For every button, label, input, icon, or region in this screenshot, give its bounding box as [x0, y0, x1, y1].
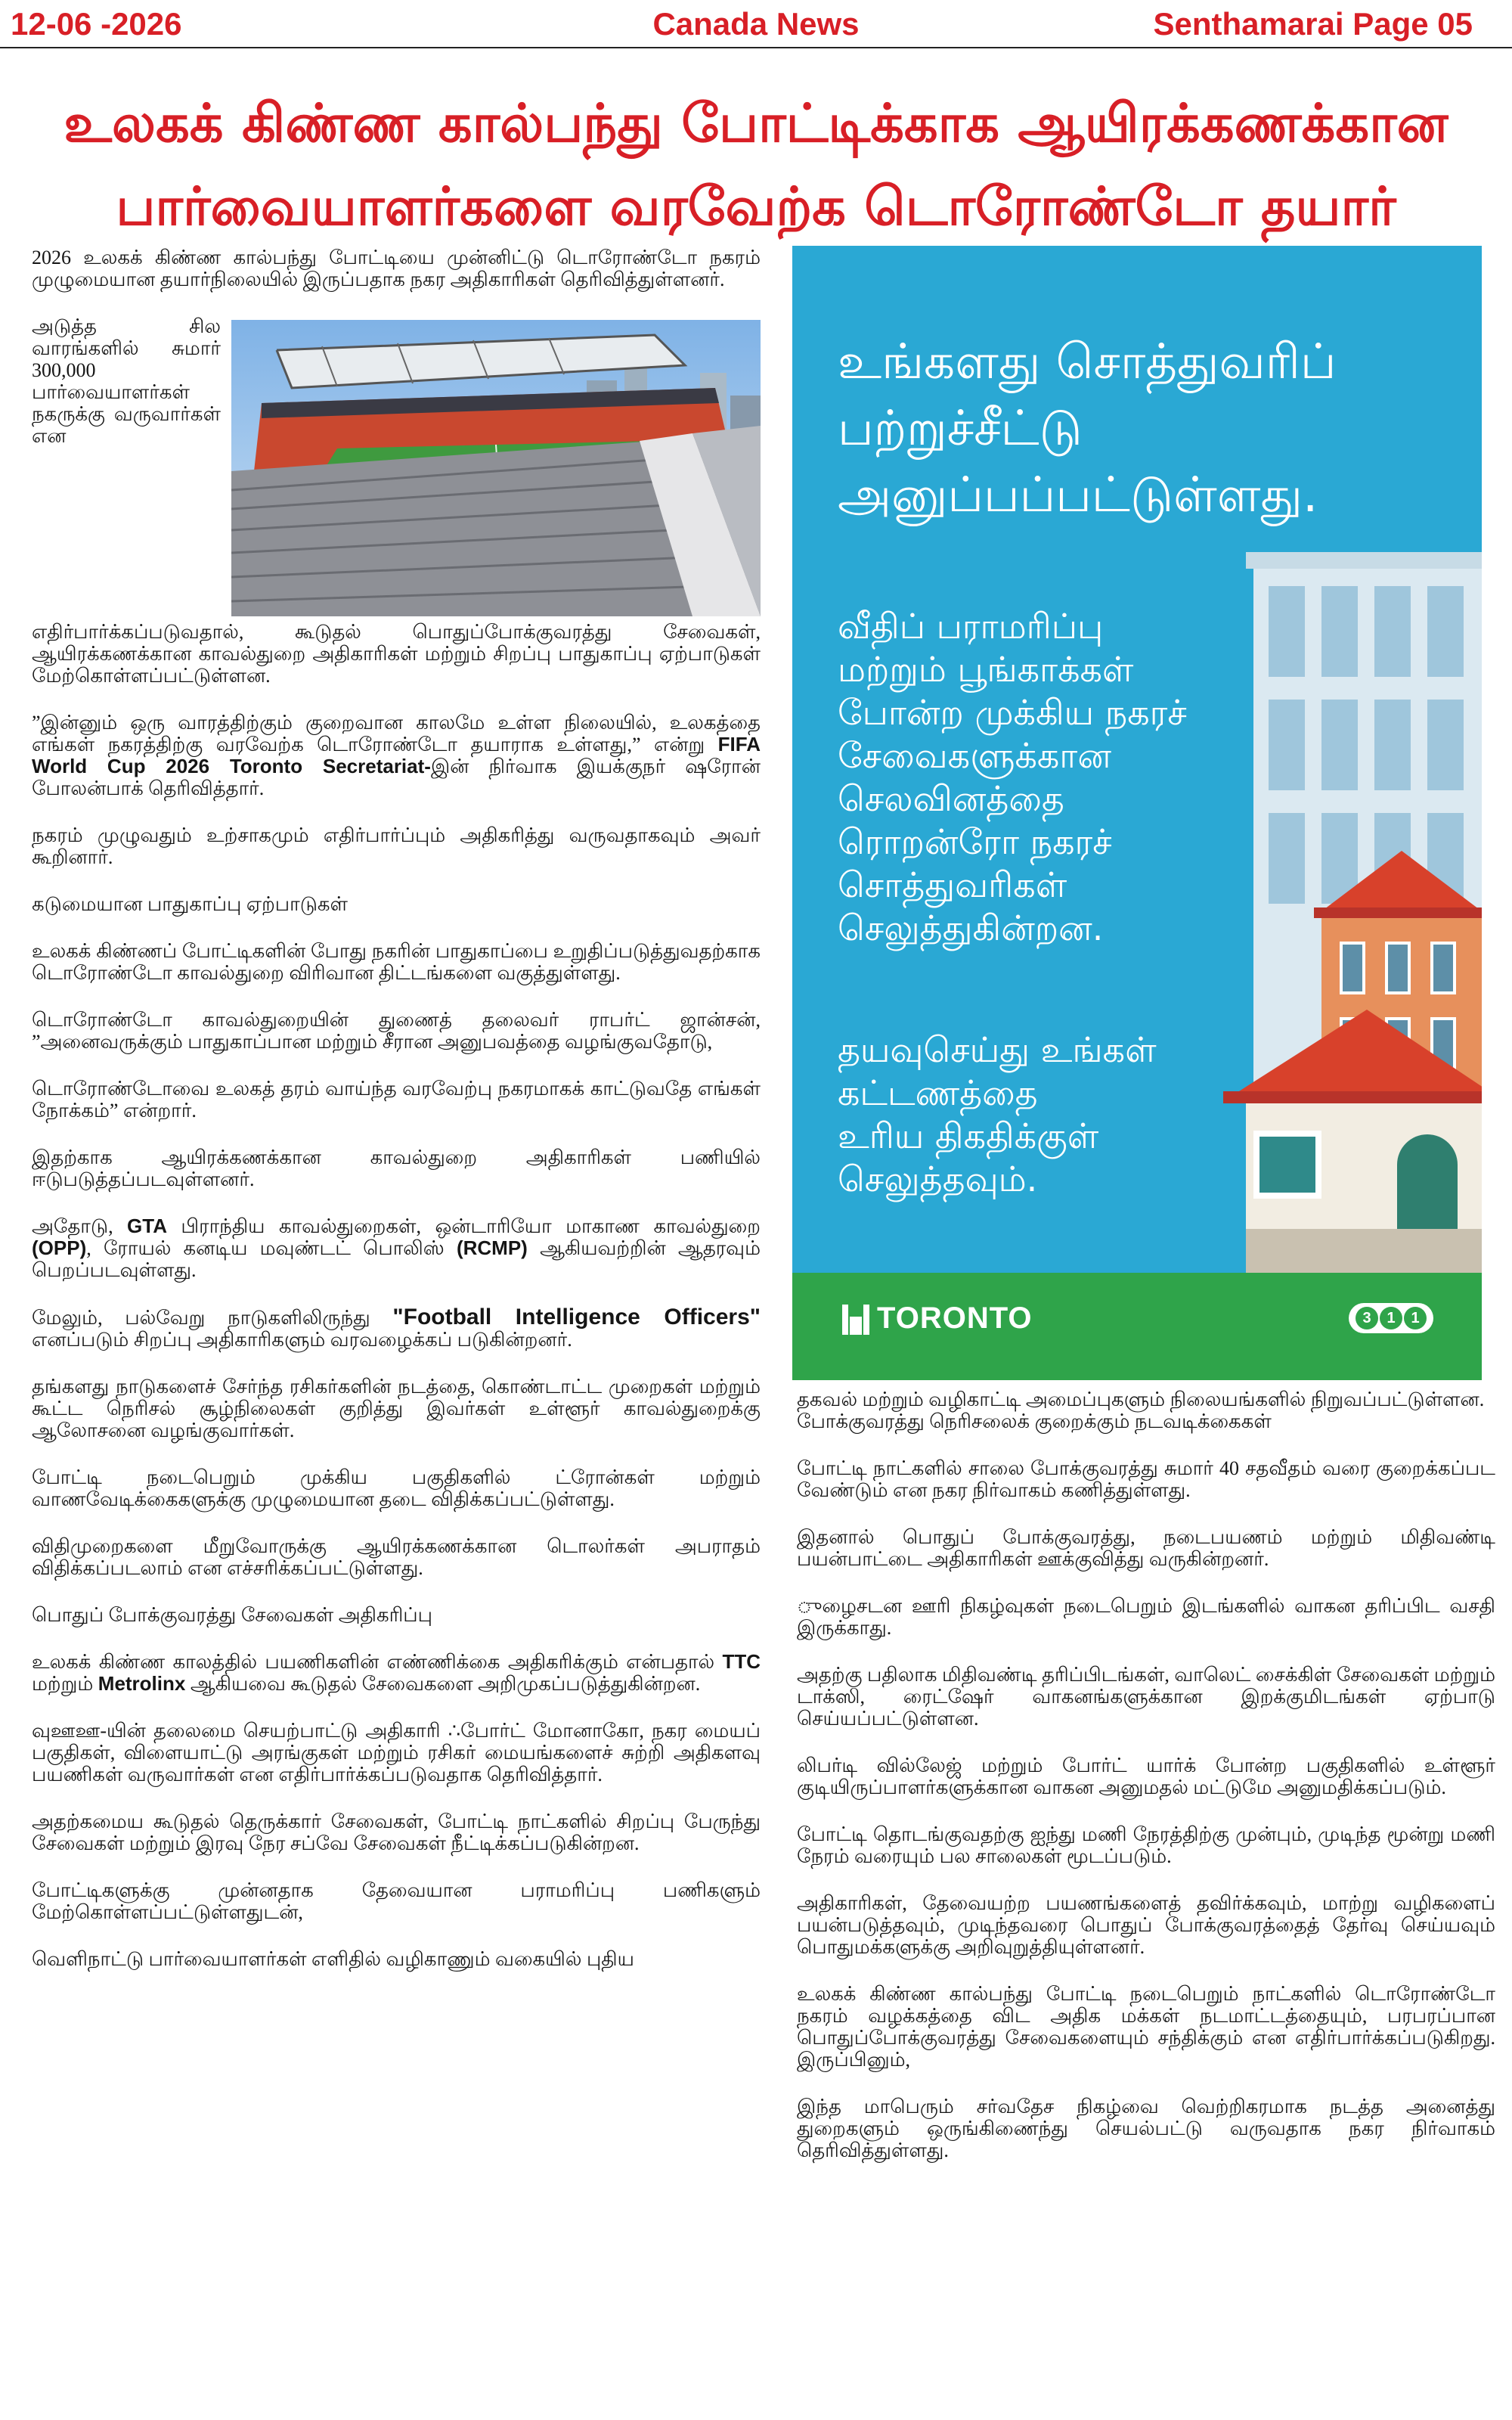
- paragraph: அதற்கமைய கூடுதல் தெருக்கார் சேவைகள், போட்டி நாட்களில் சிறப்பு பேருந்து சேவைகள் மற்றும் இரவு நேர சப்வே சேவைகள் நீட்டிக்கப்படுகின்றன.: [32, 1810, 761, 1854]
- subheading: கடுமையான பாதுகாப்பு ஏற்பாடுகள்: [32, 893, 349, 915]
- paragraph: உலகக் கிண்ணப் போட்டிகளின் போது நகரின் பாதுகாப்பை உறுதிப்படுத்துவதற்காக டொரோண்டோ காவல்துறை விரிவான திட்டங்களை வகுத்துள்ளது.: [32, 940, 761, 984]
- paragraph: இந்த மாபெரும் சர்வதேச நிகழ்வை வெற்றிகரமாக நடத்த அனைத்து துறைகளும் ஒருங்கிணைந்து செயல்பட்டு வருவதாக நகர நிர்வாகம் தெரிவித்துள்ளது.: [797, 2096, 1495, 2161]
- paragraph: அதோடு, GTA பிராந்திய காவல்துறைகள், ஒன்டாரியோ மாகாண காவல்துறை (OPP), ரோயல் கனடிய மவுண்டட் பொலிஸ் (RCMP) ஆகியவற்றின் ஆதரவும் பெறப்படவுள்ளது.: [32, 1215, 761, 1281]
- phone-311-badge: [1349, 1303, 1433, 1333]
- paragraph: டொரோண்டோவை உலகத் தரம் வாய்ந்த வரவேற்பு நகரமாகக் காட்டுவதே எங்கள் நோக்கம்” என்றார்.: [32, 1078, 761, 1122]
- advert-call-to-action: தயவுசெய்து உங்கள் கட்டணத்தை உரிய திகதிக்குள் செலுத்தவும்.: [838, 1029, 1157, 1199]
- paragraph: மேலும், பல்வேறு நாடுகளிலிருந்து "Football Intelligence Officers" எனப்படும் சிறப்பு அதிகாரிகளும் வரவழைக்கப் படுகின்றனர்.: [32, 1305, 761, 1351]
- stadium-photo: [231, 320, 761, 616]
- paragraph: போட்டி தொடங்குவதற்கு ஐந்து மணி நேரத்திற்கு முன்பும், முடிந்த மூன்று மணி நேரம் வரையும் பல சாலைகள் மூடப்படும்.: [797, 1823, 1495, 1867]
- section-name: Canada News: [652, 6, 860, 42]
- subheading: போக்குவரத்து நெரிசலைக் குறைக்கும் நடவடிக்கைகள்: [797, 1410, 1272, 1432]
- headline: [30, 82, 1482, 248]
- paragraph: அடுத்த சில வாரங்களில் சுமார் 300,000 பார்வையாளர்கள் நகருக்கு வருவார்கள் என எதிர்பார்க்கப்படுவதால், கூடுதல் பொதுப்போக்குவரத்து சேவைகள், ஆயிரக்கணக்கான காவல்துறை அதிகாரிகள் மற்றும் சிறப்பு பாதுகாப்பு ஏற்பாடுகள் மேற்கொள்ளப்பட்டுள்ளன.: [32, 315, 761, 687]
- paragraph: லிபர்டி வில்லேஜ் மற்றும் போர்ட் யார்க் போன்ற பகுதிகளில் உள்ளூர் குடியிருப்பாளர்களுக்கான வாகன அனுமதல் மட்டுமே அனுமதிக்கப்படும்.: [797, 1754, 1495, 1798]
- paragraph: தங்களது நாடுகளைச் சேர்ந்த ரசிகர்களின் நடத்தை, கொண்டாட்ட முறைகள் மற்றும் கூட்ட நெரிசல் சூழ்நிலைகள் குறித்து இவர்கள் உள்ளூர் காவல்துறைக்கு ஆலோசனை வழங்குவார்கள்.: [32, 1376, 761, 1441]
- paragraph: இதற்காக ஆயிரக்கணக்கான காவல்துறை அதிகாரிகள் பணியில் ஈடுபடுத்தப்படவுள்ளனர்.: [32, 1146, 761, 1190]
- paragraph: வெளிநாட்டு பார்வையாளர்கள் எளிதில் வழிகாணும் வகையில் புதிய: [32, 1948, 634, 1970]
- paragraph: அதிகாரிகள், தேவையற்ற பயணங்களைத் தவிர்க்கவும், மாற்று வழிகளைப் பயன்படுத்தவும், முடிந்தவரை பொதுப் போக்குவரத்தைத் தேர்வு செய்யவும் பொதுமக்களுக்கு அறிவுறுத்தியுள்ளனர்.: [797, 1892, 1495, 1958]
- city-hall-icon: [841, 1300, 871, 1336]
- paragraph: தகவல் மற்றும் வழிகாட்டி அமைப்புகளும் நிலையங்களில் நிறுவப்பட்டுள்ளன.: [797, 1388, 1485, 1410]
- paragraph: 2026 உலகக் கிண்ண கால்பந்து போட்டியை முன்னிட்டு டொரோண்டோ நகரம் முழுமையான தயார்நிலையில் இருப்பதாக நகர அதிகாரிகள் தெரிவித்துள்ளனர்.: [32, 247, 761, 290]
- paragraph: உலகக் கிண்ண கால்பந்து போட்டி நடைபெறும் நாட்களில் டொரோண்டோ நகரம் வழக்கத்தை விட அதிக மக்கள் நடமாட்டத்தையும், பரபரப்பான பொதுப்போக்குவரத்து சேவைகளையும் சந்திக்கும் என எதிர்பார்க்கப்படுகிறது. இருப்பினும்,: [797, 1983, 1495, 2071]
- issue-date: 12-06 -2026: [11, 6, 182, 42]
- paragraph: போட்டிகளுக்கு முன்னதாக தேவையான பராமரிப்பு பணிகளும் மேற்கொள்ளப்பட்டுள்ளதுடன்,: [32, 1879, 761, 1923]
- header-divider: [0, 47, 1512, 48]
- advert-title: உங்களது சொத்துவரிப் பற்றுச்சீட்டு அனுப்பப்பட்டுள்ளது.: [838, 334, 1337, 523]
- paragraph: வுஊஊ-யின் தலைமை செயற்பாட்டு அதிகாரி ∴போர்ட் மோனாகோ, நகர மையப் பகுதிகள், விளையாட்டு அரங்குகள் மற்றும் ரசிகர் மையங்களைச் சுற்றி அதிகளவு பயணிகள் வருவார்கள் என எதிர்பார்க்கப்படுவதாக தெரிவித்தார்.: [32, 1720, 761, 1786]
- paragraph: உலகக் கிண்ண காலத்தில் பயணிகளின் எண்ணிக்கை அதிகரிக்கும் என்பதால் TTC மற்றும் Metrolinx ஆகியவை கூடுதல் சேவைகளை அறிமுகப்படுத்துகின்றன.: [32, 1650, 761, 1695]
- paragraph: நகரம் முழுவதும் உற்சாகமும் எதிர்பார்ப்பும் அதிகரித்து வருவதாகவும் அவர் கூறினார்.: [32, 824, 761, 868]
- paragraph: இதனால் பொதுப் போக்குவரத்து, நடைபயணம் மற்றும் மிதிவண்டி பயன்பாட்டை அதிகாரிகள் ஊக்குவித்து வருகின்றனர்.: [797, 1526, 1495, 1570]
- paragraph: ”இன்னும் ஒரு வாரத்திற்கும் குறைவான காலமே உள்ள நிலையில், உலகத்தை எங்கள் நகரத்திற்கு வரவேற்க டொரோண்டோ தயாராக உள்ளது,” என்று FIFA World Cup 2026 Toronto Secretariat-இன் நிர்வாக இயக்குநர் ஷரோன் போலன்பாக் தெரிவித்தார்.: [32, 712, 761, 799]
- paragraph: போட்டி நடைபெறும் முக்கிய பகுதிகளில் ட்ரோன்கள் மற்றும் வாணவேடிக்கைகளுக்கு முழுமையான தடை விதிக்கப்பட்டுள்ளது.: [32, 1466, 761, 1510]
- paragraph: போட்டி நாட்களில் சாலை போக்குவரத்து சுமார் 40 சதவீதம் வரை குறைக்கப்பட வேண்டும் என நகர நிர்வாகம் கணித்துள்ளது.: [797, 1457, 1495, 1501]
- page-label: Senthamarai Page 05: [1153, 6, 1473, 42]
- page-header: [0, 0, 1512, 48]
- headline-line-2: பார்வையாளர்களை வரவேற்க டொரோண்டோ தயார்: [116, 175, 1396, 237]
- stadium-illustration: [231, 320, 761, 616]
- headline-line-1: உலகக் கிண்ண கால்பந்து போட்டிக்காக ஆயிரக்கணக்கான: [64, 92, 1448, 154]
- paragraph: விதிமுறைகளை மீறுவோருக்கு ஆயிரக்கணக்கான டொலர்கள் அபராதம் விதிக்கப்படலாம் என எச்சரிக்கப்பட்டுள்ளது.: [32, 1535, 761, 1579]
- org-name: FIFA World Cup 2026 Toronto Secretariat-: [32, 733, 761, 777]
- paragraph: ுழைசடன ஊரி நிகழ்வுகள் நடைபெறும் இடங்களில் வாகன தரிப்பிட வசதி இருக்காது.: [797, 1595, 1495, 1639]
- toronto-logo: [841, 1295, 1033, 1341]
- subheading: பொதுப் போக்குவரத்து சேவைகள் அதிகரிப்பு: [32, 1604, 433, 1626]
- article-left-column: [32, 247, 761, 1995]
- paragraph: அதற்கு பதிலாக மிதிவண்டி தரிப்பிடங்கள், வாலெட் சைக்கிள் சேவைகள் மற்றும் டாக்ஸி, ரைட்ஷேர் வாகனங்களுக்கான இறக்குமிடங்கள் ஏற்பாடு செய்யப்பட்டுள்ளன.: [797, 1664, 1495, 1730]
- badge-digit: 1: [1404, 1307, 1427, 1329]
- badge-digit: 1: [1380, 1307, 1402, 1329]
- logo-text: TORONTO: [877, 1301, 1033, 1335]
- badge-digit: 3: [1356, 1307, 1378, 1329]
- article-right-column: [797, 1388, 1495, 2186]
- paragraph: டொரோண்டோ காவல்துறையின் துணைத் தலைவர் ராபர்ட் ஜான்சன், ”அனைவருக்கும் பாதுகாப்பான மற்றும் சீரான அனுபவத்தை வழங்குவதோடு,: [32, 1009, 761, 1053]
- advert-body: வீதிப் பராமரிப்பு மற்றும் பூங்காக்கள் போன்ற முக்கிய நகரச் சேவைகளுக்கான செலவினத்தை ரொறன்ரோ நகரச் சொத்துவரிகள் செலுத்துகின்றன.: [838, 606, 1187, 948]
- property-tax-advert: [792, 246, 1482, 1380]
